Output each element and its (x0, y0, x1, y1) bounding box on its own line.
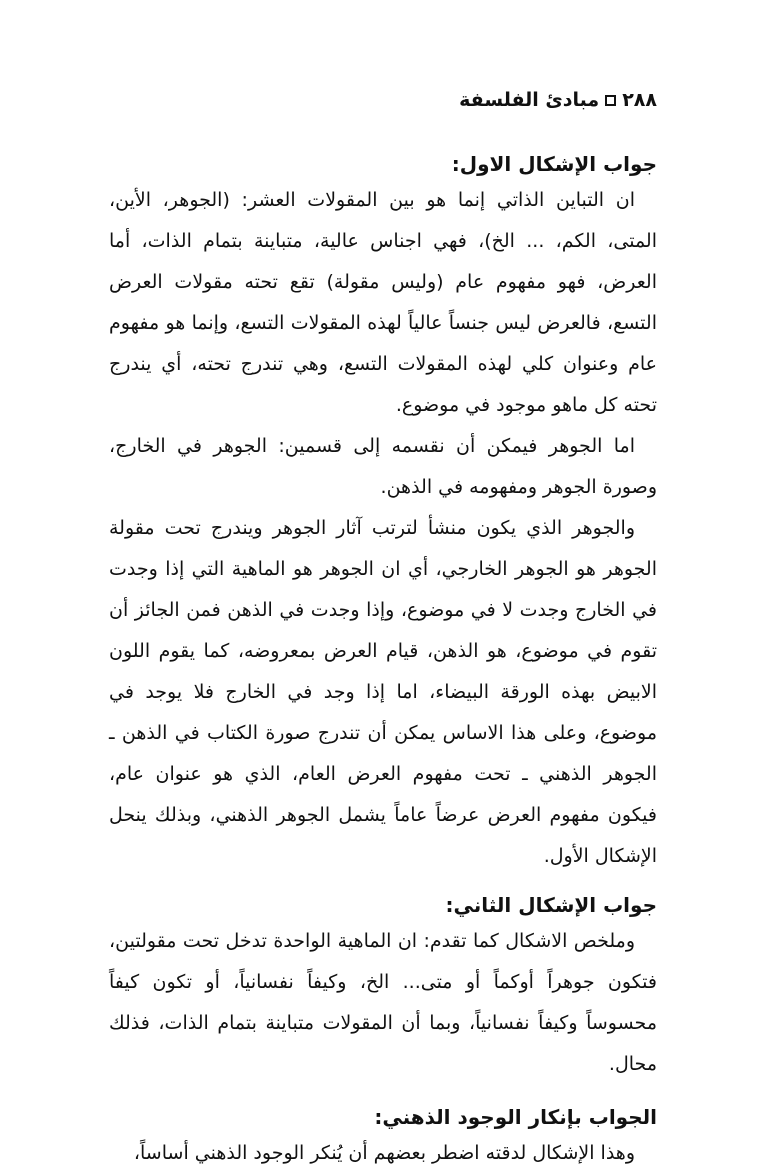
paragraph: والجوهر الذي يكون منشأ لترتب آثار الجوهر ويندرج تحت مقولة الجوهر هو الجوهر الخارجي، أي ان الجوهر هو الماهية التي إذا وجدت في الخارج وجدت لا في موضوع، وإذا وجدت في الذهن فمن الجائز أن تقوم في موضوع، هو الذهن، قيام العرض بمعروضه، كما يقوم اللون الابيض بهذه الورقة البيضاء، اما إذا وجد في الخارج فلا يوجد في موضوع، وعلى هذا الاساس يمكن أن تندرج صورة الكتاب في الذهن ـ الجوهر الذهني ـ تحت مفهوم العرض العام، الذي هو عنوان عام، فيكون مفهوم العرض عرضاً عاماً يشمل الجوهر الذهني، وبذلك ينحل الإشكال الأول. (109, 517, 657, 867)
paragraph: اما الجوهر فيمكن أن نقسمه إلى قسمين: الجوهر في الخارج، وصورة الجوهر ومفهومه في الذهن. (109, 435, 657, 498)
book-title: مبادئ الفلسفة (459, 89, 600, 111)
page-number: ٢٨٨ (622, 89, 657, 111)
paragraph: وهذا الإشكال لدقته اضطر بعضهم أن يُنكر الوجود الذهني أساساً، (133, 1142, 635, 1164)
running-header (459, 86, 657, 114)
section-heading-denial-answer: الجواب بإنكار الوجود الذهني: (374, 1105, 657, 1129)
page-body (109, 148, 657, 1174)
section-heading-first-answer: جواب الإشكال الاول: (451, 152, 657, 176)
paragraph: وملخص الاشكال كما تقدم: ان الماهية الواحدة تدخل تحت مقولتين، فتكون جوهراً أوكماً أو متى... الخ، وكيفاً نفسانياً، أو تكون كيفاً محسوساً وكيفاً نفسانياً، وبما أن المقولات متباينة بتمام الذات، فذلك محال. (109, 930, 657, 1075)
paragraph: ان التباين الذاتي إنما هو بين المقولات العشر: (الجوهر، الأين، المتى، الكم، ... الخ)، فهي اجناس عالية، متباينة بتمام الذات، أما العرض، فهو مفهوم عام (وليس مقولة) تقع تحته مقولات العرض التسع، فالعرض ليس جنساً عالياً لهذه المقولات التسع، وإنما هو مفهوم عام وعنوان كلي لهذه المقولات التسع، وهي تندرج تحته، أي يندرج تحته كل ماهو موجود في موضوع. (109, 189, 657, 416)
square-separator-icon (605, 95, 616, 106)
section-heading-second-answer: جواب الإشكال الثاني: (445, 893, 657, 917)
